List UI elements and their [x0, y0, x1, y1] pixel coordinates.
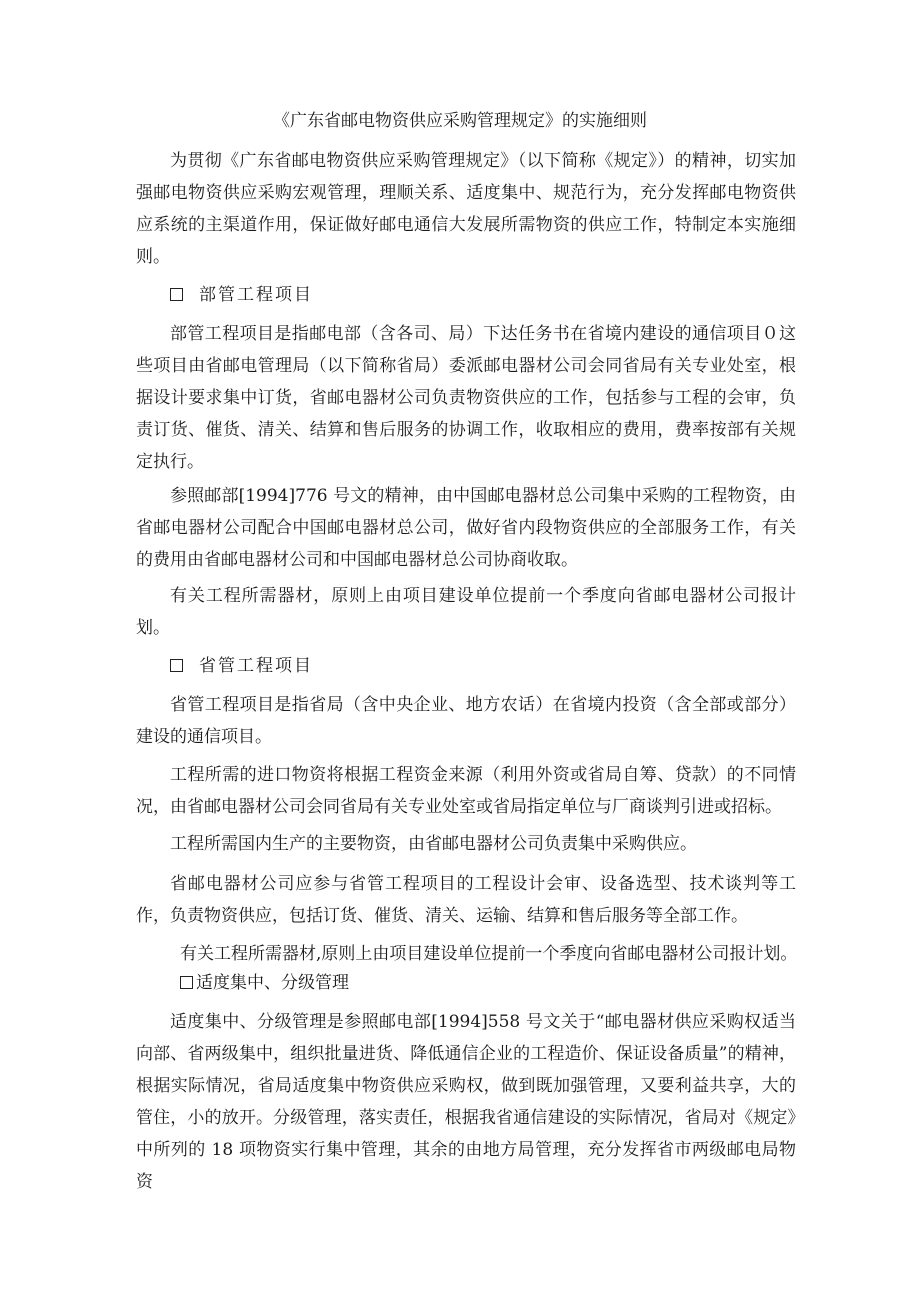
ministry-projects-paragraph-2: 参照邮部[1994]776 号文的精神，由中国邮电器材总公司集中采购的工程物资，由省邮电器材公司配合中国邮电器材总公司，做好省内段物资供应的全部服务工作，有关的费用由省邮电器材公司和中国邮电器材总公司协商收取。: [136, 486, 796, 570]
section-heading-label: 适度集中、分级管理: [196, 973, 349, 993]
provincial-projects-paragraph-4: 省邮电器材公司应参与省管工程项目的工程设计会审、设备选型、技术谈判等工作，负责物资供应，包括订货、催货、清关、运输、结算和售后服务等全部工作。: [136, 874, 796, 926]
provincial-projects-paragraph-1: 省管工程项目是指省局（含中央企业、地方农话）在省境内投资（含全部或部分）建设的通信项目。: [136, 695, 796, 747]
ministry-projects-paragraph-1: 部管工程项目是指邮电部（含各司、局）下达任务书在省境内建设的通信项目０这些项目由省邮电管理局（以下简称省局）委派邮电器材公司会同省局有关专业处室，根据设计要求集中订货，省邮电器材公司负责物资供应的工作，包括参与工程的会审，负责订货、催货、清关、结算和售后服务的协调工作，收取相应的费用，费率按部有关规定执行。: [136, 324, 796, 472]
section-heading-ministry-projects: [170, 280, 313, 310]
section-heading-provincial-projects: [170, 651, 313, 681]
centralization-paragraph-1: 适度集中、分级管理是参照邮电部[1994]558 号文关于“邮电器材供应采购权适当向部、省两级集中，组织批量进货、降低通信企业的工程造价、保证设备质量”的精神，根据实际情况，省局适度集中物资供应采购权，做到既加强管理，又要利益共享，大的管住，小的放开。分级管理，落实责任，根据我省通信建设的实际情况，省局对《规定》中所列的 18 项物资实行集中管理，其余的由地方局管理，充分发挥省市两级邮电局物资: [136, 1012, 796, 1192]
section-heading-label: 部管工程项目: [199, 285, 313, 305]
ministry-projects-paragraph-3: 有关工程所需器材，原则上由项目建设单位提前一个季度向省邮电器材公司报计划。: [136, 586, 796, 638]
section-heading-label: 省管工程项目: [199, 656, 313, 676]
checkbox-square-icon: [180, 976, 193, 989]
checkbox-square-icon: [170, 659, 183, 672]
section-heading-moderate-centralization: [180, 968, 349, 998]
provincial-projects-paragraph-2: 工程所需的进口物资将根据工程资金来源（利用外资或省局自筹、贷款）的不同情况，由省邮电器材公司会同省局有关专业处室或省局指定单位与厂商谈判引进或招标。: [136, 765, 796, 817]
document-title: 《广东省邮电物资供应采购管理规定》的实施细则: [273, 111, 647, 131]
provincial-projects-paragraph-5: 有关工程所需器材,原则上由项目建设单位提前一个季度向省邮电器材公司报计划。: [180, 944, 798, 964]
provincial-projects-paragraph-3: 工程所需国内生产的主要物资，由省邮电器材公司负责集中采购供应。: [170, 834, 697, 854]
checkbox-square-icon: [170, 288, 183, 301]
intro-paragraph: 为贯彻《广东省邮电物资供应采购管理规定》（以下简称《规定》）的精神，切实加强邮电物资供应采购宏观管理，理顺关系、适度集中、规范行为，充分发挥邮电物资供应系统的主渠道作用，保证做好邮电通信大发展所需物资的供应工作，特制定本实施细则。: [136, 151, 796, 267]
